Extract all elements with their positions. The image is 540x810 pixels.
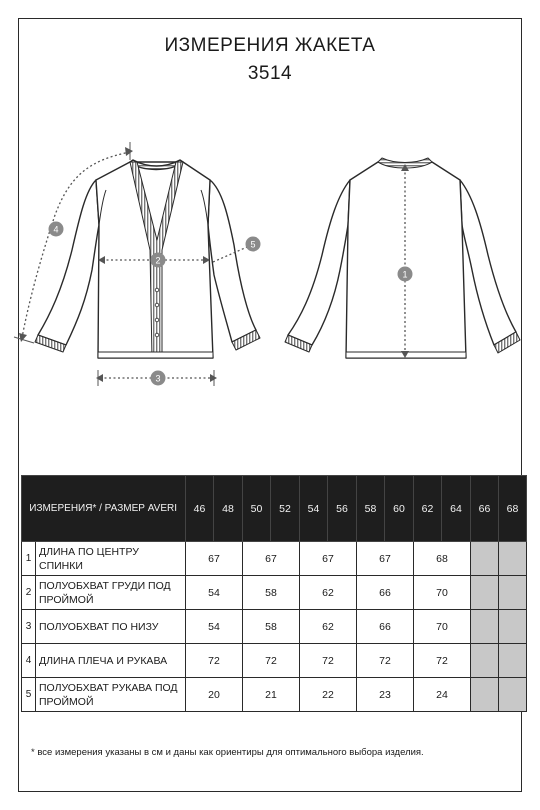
empty-cell bbox=[471, 678, 499, 712]
size-table-header bbox=[22, 476, 527, 542]
table-row bbox=[22, 610, 527, 644]
marker-2 bbox=[151, 253, 166, 268]
jacket-front-view bbox=[35, 160, 260, 358]
size-header: 68 bbox=[499, 476, 527, 542]
row-number: 4 bbox=[22, 644, 36, 678]
jacket-back-view bbox=[285, 158, 520, 358]
empty-cell bbox=[499, 542, 527, 576]
size-header: 62 bbox=[414, 476, 442, 542]
empty-cell bbox=[471, 610, 499, 644]
row-value: 62 bbox=[300, 576, 357, 610]
back-right-sleeve bbox=[460, 180, 516, 345]
empty-cell bbox=[499, 610, 527, 644]
row-value: 20 bbox=[186, 678, 243, 712]
page-title: ИЗМЕРЕНИЯ ЖАКЕТА bbox=[164, 35, 376, 56]
empty-cell bbox=[471, 542, 499, 576]
row-value: 24 bbox=[414, 678, 471, 712]
empty-cell bbox=[471, 576, 499, 610]
row-value: 67 bbox=[243, 542, 300, 576]
svg-text:4: 4 bbox=[53, 224, 59, 235]
row-value: 62 bbox=[300, 610, 357, 644]
row-value: 54 bbox=[186, 576, 243, 610]
article-number: 3514 bbox=[247, 63, 293, 84]
row-number: 5 bbox=[22, 678, 36, 712]
jacket-drawing bbox=[0, 130, 540, 400]
back-left-sleeve bbox=[288, 180, 350, 345]
back-body bbox=[346, 162, 466, 358]
size-header: 58 bbox=[357, 476, 385, 542]
empty-cell bbox=[499, 644, 527, 678]
size-table bbox=[21, 475, 527, 712]
row-value: 72 bbox=[186, 644, 243, 678]
size-header: 48 bbox=[214, 476, 243, 542]
table-row bbox=[22, 576, 527, 610]
row-value: 72 bbox=[414, 644, 471, 678]
size-header: 60 bbox=[385, 476, 414, 542]
empty-cell bbox=[471, 644, 499, 678]
size-header: 64 bbox=[442, 476, 471, 542]
row-value: 58 bbox=[243, 610, 300, 644]
size-header: 66 bbox=[471, 476, 499, 542]
marker-3 bbox=[151, 371, 166, 386]
svg-text:1: 1 bbox=[402, 269, 408, 280]
size-header: 56 bbox=[328, 476, 357, 542]
row-value: 54 bbox=[186, 610, 243, 644]
row-value: 68 bbox=[414, 542, 471, 576]
row-number: 3 bbox=[22, 610, 36, 644]
table-row bbox=[22, 678, 527, 712]
marker-4 bbox=[49, 222, 64, 237]
size-header: 52 bbox=[271, 476, 300, 542]
front-hem bbox=[98, 352, 213, 358]
row-value: 72 bbox=[357, 644, 414, 678]
table-row bbox=[22, 542, 527, 576]
size-header: 54 bbox=[300, 476, 328, 542]
row-name: ПОЛУОБХВАТ ПО НИЗУ bbox=[36, 610, 186, 644]
row-value: 21 bbox=[243, 678, 300, 712]
row-value: 72 bbox=[243, 644, 300, 678]
marker-5 bbox=[246, 237, 261, 252]
row-value: 66 bbox=[357, 576, 414, 610]
row-number: 2 bbox=[22, 576, 36, 610]
size-header: 46 bbox=[186, 476, 214, 542]
svg-text:2: 2 bbox=[155, 255, 161, 266]
row-value: 70 bbox=[414, 576, 471, 610]
row-value: 72 bbox=[300, 644, 357, 678]
row-value: 22 bbox=[300, 678, 357, 712]
empty-cell bbox=[499, 576, 527, 610]
row-value: 70 bbox=[414, 610, 471, 644]
row-value: 67 bbox=[186, 542, 243, 576]
marker-1 bbox=[398, 267, 413, 282]
row-number: 1 bbox=[22, 542, 36, 576]
row-name: ПОЛУОБХВАТ ГРУДИ ПОД ПРОЙМОЙ bbox=[36, 576, 186, 610]
svg-text:5: 5 bbox=[250, 239, 256, 250]
row-value: 66 bbox=[357, 610, 414, 644]
table-row bbox=[22, 644, 527, 678]
row-value: 23 bbox=[357, 678, 414, 712]
size-header: 50 bbox=[243, 476, 271, 542]
row-value: 58 bbox=[243, 576, 300, 610]
header-label: ИЗМЕРЕНИЯ* / РАЗМЕР AVERI bbox=[22, 476, 186, 542]
empty-cell bbox=[499, 678, 527, 712]
row-name: ДЛИНА ПО ЦЕНТРУ СПИНКИ bbox=[36, 542, 186, 576]
front-left-sleeve bbox=[38, 180, 99, 345]
footnote: * все измерения указаны в см и даны как ориентиры для оптимального выбора изделия. bbox=[31, 747, 424, 758]
row-value: 67 bbox=[357, 542, 414, 576]
row-name: ПОЛУОБХВАТ РУКАВА ПОД ПРОЙМОЙ bbox=[36, 678, 186, 712]
svg-text:3: 3 bbox=[155, 373, 161, 384]
row-name: ДЛИНА ПЛЕЧА И РУКАВА bbox=[36, 644, 186, 678]
row-value: 67 bbox=[300, 542, 357, 576]
front-right-sleeve bbox=[208, 180, 256, 342]
